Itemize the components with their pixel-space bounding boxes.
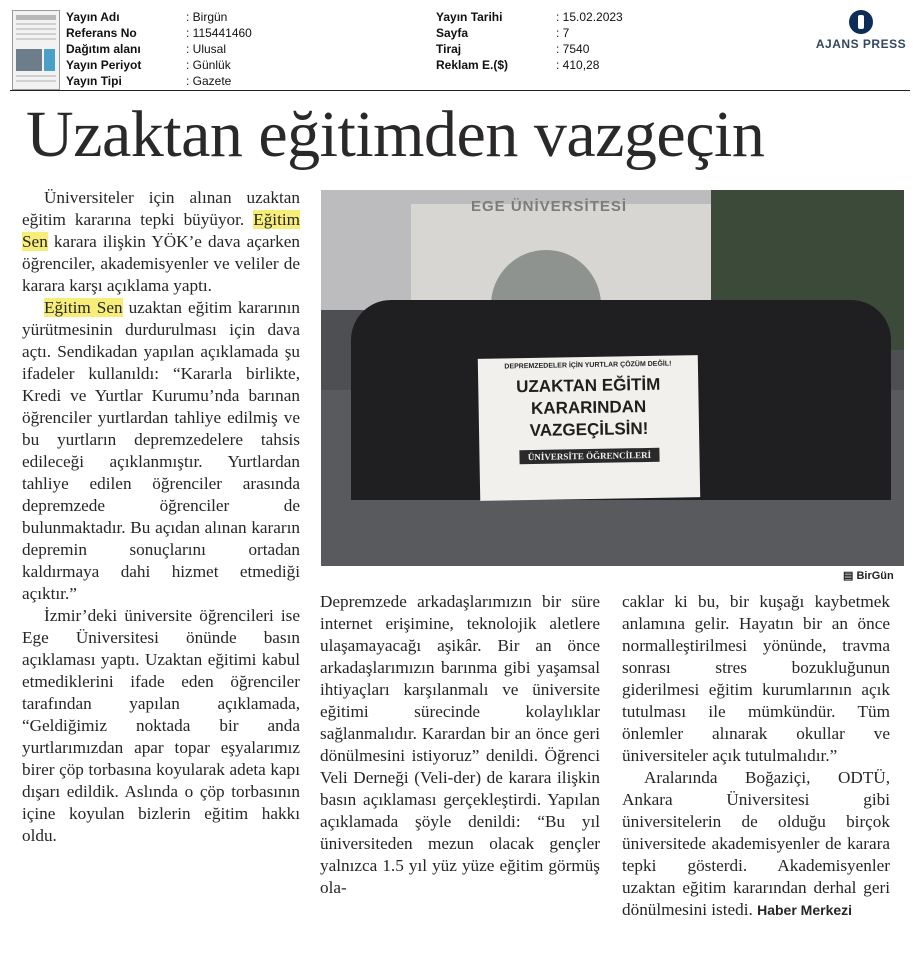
banner-line-2: KARARINDAN	[530, 396, 647, 419]
banner-line-1: UZAKTAN EĞİTİM	[516, 374, 661, 397]
meta-row: Sayfa : 7	[436, 26, 570, 40]
ajans-press-logo	[812, 10, 910, 54]
meta-row: Yayın Adı : Birgün	[66, 10, 228, 24]
highlight: Eğitim Sen	[44, 298, 123, 317]
banner-bottom-line: ÜNİVERSİTE ÖĞRENCİLERİ	[520, 448, 660, 464]
paragraph: Aralarında Boğaziçi, ODTÜ, Ankara Üniversitesi gibi üniversitelerin de olduğu birçok üniversitede akademisyenler de karara tepki gösterdi. Akademisyenler uzaktan eğitim kararından derhal geri dönülmesini istedi. Haber Merkezi	[622, 768, 890, 919]
meta-middle	[436, 9, 623, 73]
meta-row: Dağıtım alanı : Ulusal	[66, 42, 227, 56]
meta-left	[66, 9, 252, 89]
article-column-1	[22, 187, 300, 847]
protest-banner	[478, 355, 700, 501]
headline: Uzaktan eğitimden vazgeçin	[26, 98, 765, 171]
article-column-3	[622, 591, 890, 921]
paragraph: Eğitim Sen uzaktan eğitim kararının yürütmesinin durdurulması için dava açtı. Sendikadan yapılan açıklamada şu ifadeler kullanıldı: “Kararla birlikte, Kredi ve Yurtlar Kurumu’nda barınan öğrenciler yurtlardan tahliye edilmiş ve bu yurtların depremzedelere tahsis edileceği açıklanmıştır. Yurtlardan tahliye edilen öğrenciler arasında depremzede öğrenciler de bulunmaktadır. Bu açıdan alınan kararın depremin sonuçlarını ortadan kaldırmaya dahi hizmet etmediği açıktır.”	[22, 298, 300, 603]
paragraph: Depremzede arkadaşlarımızın bir süre internet erişimine, teknolojik aletlere ulaşamayacağı aşikâr. Bir an önce arkadaşlarımızın barınma gibi yaşamsal ihtiyaçları karşılanmalı ve üniversite eğitimi sürecinde kolaylıklar sağlanmalıdır. Karardan bir an önce geri dönülmesini istiyoruz” denildi. Öğrenci Veli Derneği (Veli-der) de karara ilişkin basın açıklaması gerçekleştirdi. Yapılan açıklamada şöyle denildi: “Bu yıl üniversiteden mezun olacak gençler yalnızca 1.5 yıl yüz yüze eğitim görmüş ola-	[320, 592, 600, 897]
banner-line-3: VAZGEÇİLSİN!	[529, 418, 649, 441]
meta-row: Tiraj : 7540	[436, 42, 590, 56]
meta-row: Yayın Tipi : Gazete	[66, 74, 232, 88]
header-divider	[10, 90, 910, 91]
logo-text: AJANS PRESS	[815, 37, 907, 51]
meta-row: Reklam E.($) : 410,28	[436, 58, 600, 72]
paragraph: İzmir’deki üniversite öğrencileri ise Ege Üniversitesi önünde basın açıklaması yaptı. Uzaktan eğitimi kabul etmediklerini ifade eden öğrenciler tarafından yapılan açıklamada, “Geldiğimiz noktada bir anda yurtlarımızdan apar topar eşyalarımız birer çöp torbasına koyularak adeta kapı dışarı edildik. Aslında o çöp torbasının içine koyulan bizlerin eğitim hakkı oldu.	[22, 606, 300, 845]
gate-sign: EGE ÜNİVERSİTESİ	[471, 198, 628, 215]
meta-row: Yayın Periyot : Günlük	[66, 58, 231, 72]
paragraph: Üniversiteler için alınan uzaktan eğitim kararına tepki büyüyor. Eğitim Sen karara ilişkin YÖK’e dava açarken öğrenciler, akademisyenler ve veliler de karara karşı açıklama yaptı.	[22, 188, 300, 295]
highlight: Eğitim Sen	[22, 210, 300, 251]
signature: Haber Merkezi	[757, 902, 853, 918]
protest-photo	[321, 190, 904, 566]
page-thumbnail	[12, 10, 60, 90]
photo-credit: ▤ BirGün	[843, 570, 894, 582]
meta-row: Referans No : 115441460	[66, 26, 252, 40]
banner-top-line: DEPREMZEDELER İÇİN YURTLAR ÇÖZÜM DEĞİL!	[504, 360, 672, 371]
article-column-2	[320, 591, 600, 899]
paragraph: caklar ki bu, bir kuşağı kaybetmek anlamına gelir. Hayatın bir an önce normalleştirilmesi yönünde, travma sonrası stres bozukluğunun giderilmesi eğitim kurumlarının açık tutulması ile mümkündür. Tüm önlemler alınarak okullar ve üniversiteler açık tutulmalıdır.”	[622, 592, 890, 765]
logo-icon	[849, 10, 873, 34]
meta-row: Yayın Tarihi : 15.02.2023	[436, 10, 623, 24]
